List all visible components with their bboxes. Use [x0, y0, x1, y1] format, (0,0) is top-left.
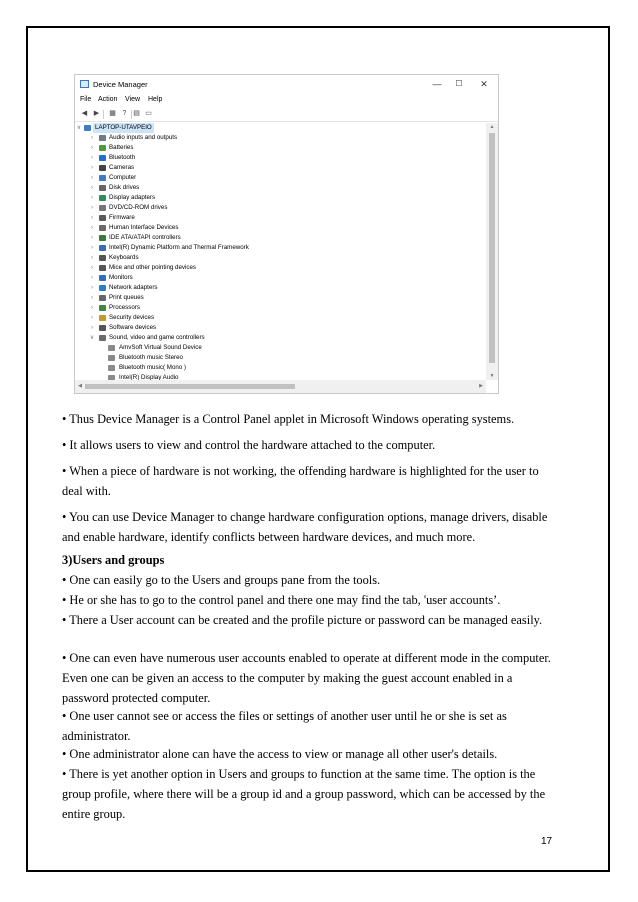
tree-item-label: Keyboards	[109, 254, 139, 261]
scroll-down-icon[interactable]: ▼	[489, 373, 495, 379]
properties-icon[interactable]: ▦	[109, 110, 116, 117]
thermal-framework-icon	[99, 245, 106, 251]
tree-item-label: Intel(R) Dynamic Platform and Thermal Framework	[109, 244, 249, 251]
device-manager-bullet-1: • Thus Device Manager is a Control Panel applet in Microsoft Windows operating systems.	[62, 412, 515, 426]
tree-category[interactable]	[75, 333, 486, 343]
device-manager-window	[74, 74, 499, 394]
menu-action[interactable]: Action	[98, 96, 118, 103]
security-device-icon	[99, 315, 106, 321]
tree-category[interactable]	[75, 153, 486, 163]
users-bullet-4: • One can even have numerous user accounts enabled to operate at different mode in the computer. Even one can be given an access to the computer by making the guest account enabled in a password protected computer.	[62, 651, 551, 705]
users-bullet-2: • He or she has to go to the control panel and there one may find the tab, 'user accounts’.	[62, 593, 501, 607]
display-adapter-icon	[99, 195, 106, 201]
tree-item-label: Bluetooth	[109, 154, 136, 161]
tree-item-label: DVD/CD-ROM drives	[109, 204, 168, 211]
speaker-icon	[99, 135, 106, 141]
chevron-right-icon[interactable]: ›	[91, 235, 93, 241]
tree-category[interactable]	[75, 303, 486, 313]
tree-item-label: Security devices	[109, 314, 155, 321]
chevron-right-icon[interactable]: ›	[91, 225, 93, 231]
maximize-button[interactable]: ☐	[455, 79, 463, 88]
tree-category[interactable]	[75, 193, 486, 203]
tree-item-label: Software devices	[109, 324, 157, 331]
users-bullet-6: • One administrator alone can have the access to view or manage all other user's details.	[62, 747, 498, 761]
tree-item-label: Intel(R) Display Audio	[119, 374, 179, 380]
chevron-right-icon[interactable]: ›	[91, 325, 93, 331]
section-heading: 3)Users and groups	[62, 553, 165, 567]
menu-help[interactable]: Help	[148, 96, 163, 103]
update-driver-icon[interactable]: ▤	[133, 110, 140, 117]
disk-drive-icon	[99, 185, 106, 191]
chevron-right-icon[interactable]: ›	[91, 305, 93, 311]
camera-icon	[99, 165, 106, 171]
tree-category[interactable]	[75, 263, 486, 273]
title-bar	[75, 75, 498, 93]
tree-root[interactable]	[75, 123, 486, 133]
tree-category[interactable]	[75, 183, 486, 193]
menu-bar	[75, 95, 498, 107]
chevron-right-icon[interactable]: ›	[91, 265, 93, 271]
users-bullet-5: • One user cannot see or access the files or settings of another user until he or she is set as administrator.	[62, 709, 507, 743]
sound-device-icon	[108, 345, 115, 351]
hid-icon	[99, 225, 106, 231]
chevron-down-icon[interactable]: ∨	[89, 335, 95, 341]
tree-category[interactable]	[75, 173, 486, 183]
window-title: Device Manager	[93, 80, 148, 89]
tree-item-label: Cameras	[109, 164, 135, 171]
chevron-right-icon[interactable]: ›	[91, 165, 93, 171]
tree-device[interactable]	[75, 363, 486, 373]
page-number: 17	[541, 836, 553, 847]
vertical-scroll-thumb[interactable]	[489, 133, 495, 363]
back-arrow-icon[interactable]: ◀	[81, 110, 88, 117]
tree-category[interactable]	[75, 133, 486, 143]
tree-item-label: Processors	[109, 304, 140, 311]
tree-category[interactable]	[75, 293, 486, 303]
software-device-icon	[99, 325, 106, 331]
tree-category[interactable]	[75, 223, 486, 233]
firmware-icon	[99, 215, 106, 221]
sound-device-icon	[108, 365, 115, 371]
chevron-right-icon[interactable]: ›	[91, 315, 93, 321]
tree-category[interactable]	[75, 213, 486, 223]
tree-item-label: Bluetooth music( Mono )	[119, 364, 187, 371]
tree-category[interactable]	[75, 273, 486, 283]
chevron-right-icon[interactable]: ›	[91, 255, 93, 261]
sound-controller-icon	[99, 335, 106, 341]
tree-device[interactable]	[75, 343, 486, 353]
vertical-scrollbar[interactable]	[486, 123, 498, 380]
chevron-right-icon[interactable]: ›	[91, 195, 93, 201]
chevron-right-icon[interactable]: ›	[91, 185, 93, 191]
bluetooth-icon	[99, 155, 106, 161]
tree-category[interactable]	[75, 233, 486, 243]
tree-category[interactable]	[75, 203, 486, 213]
chevron-down-icon[interactable]: ∨	[76, 125, 82, 131]
users-bullet-3: • There a User account can be created and the profile picture or password can be managed easily.	[62, 613, 543, 627]
tree-item-label: Human Interface Devices	[109, 224, 179, 231]
ide-controller-icon	[99, 235, 106, 241]
device-manager-bullet-4: • You can use Device Manager to change hardware configuration options, manage drivers, disable and enable hardware, identify conflicts between hardware devices, and much more.	[62, 510, 548, 544]
users-bullet-1: • One can easily go to the Users and groups pane from the tools.	[62, 573, 381, 587]
forward-arrow-icon[interactable]: ▶	[93, 110, 100, 117]
printer-icon	[99, 295, 106, 301]
processor-icon	[99, 305, 106, 311]
tree-category[interactable]	[75, 143, 486, 153]
scroll-left-icon[interactable]: ◀	[78, 383, 82, 389]
chevron-right-icon[interactable]: ›	[91, 275, 93, 281]
chevron-right-icon[interactable]: ›	[91, 145, 93, 151]
tree-item-label: Computer	[109, 174, 137, 181]
tree-item-label: Network adapters	[109, 284, 158, 291]
menu-file[interactable]: File	[80, 96, 92, 103]
device-manager-bullet-2: • It allows users to view and control the hardware attached to the computer.	[62, 438, 436, 452]
tree-item-label: Bluetooth music Stereo	[119, 354, 183, 361]
close-button[interactable]: ✕	[480, 79, 488, 89]
chevron-right-icon[interactable]: ›	[91, 285, 93, 291]
tree-category[interactable]	[75, 313, 486, 323]
sound-device-icon	[108, 355, 115, 361]
tree-item-label: Firmware	[109, 214, 135, 221]
menu-view[interactable]: View	[125, 96, 141, 103]
tree-item-label: Audio inputs and outputs	[109, 134, 178, 141]
tree-item-label: Batteries	[109, 144, 134, 151]
horizontal-scrollbar[interactable]	[75, 380, 486, 393]
tree-item-label: Disk drives	[109, 184, 140, 191]
tree-category[interactable]	[75, 163, 486, 173]
dvd-drive-icon	[99, 205, 106, 211]
tree-item-label: Sound, video and game controllers	[109, 334, 205, 341]
device-manager-bullet-3: • When a piece of hardware is not working, the offending hardware is highlighted for the user to deal with.	[62, 464, 539, 498]
tree-item-label: Monitors	[109, 274, 133, 281]
chevron-right-icon[interactable]: ›	[91, 135, 93, 141]
mouse-icon	[99, 265, 106, 271]
tree-category[interactable]	[75, 253, 486, 263]
tree-item-label: Display adapters	[109, 194, 156, 201]
chevron-right-icon[interactable]: ›	[91, 245, 93, 251]
tree-item-label: Mice and other pointing devices	[109, 264, 197, 271]
chevron-right-icon[interactable]: ›	[91, 215, 93, 221]
tree-category[interactable]	[75, 283, 486, 293]
toolbar	[75, 108, 498, 122]
monitor-icon[interactable]: ▭	[145, 110, 152, 117]
scroll-right-icon[interactable]: ▶	[479, 383, 483, 389]
keyboard-icon	[99, 255, 106, 261]
network-adapter-icon	[99, 285, 106, 291]
device-tree	[75, 123, 486, 380]
tree-device[interactable]	[75, 373, 486, 380]
help-icon[interactable]: ?	[122, 110, 127, 117]
tree-item-label: LAPTOP-UTAVPEIO	[95, 124, 152, 131]
tree-item-label: IDE ATA/ATAPI controllers	[109, 234, 181, 241]
tree-category[interactable]	[75, 243, 486, 253]
scroll-up-icon[interactable]: ▲	[489, 124, 495, 130]
chevron-right-icon[interactable]: ›	[91, 155, 93, 161]
device-manager-icon	[80, 80, 89, 88]
tree-item-label: AmvSoft Virtual Sound Device	[119, 344, 202, 351]
battery-icon	[99, 145, 106, 151]
toolbar-separator	[103, 110, 104, 119]
chevron-right-icon[interactable]: ›	[91, 295, 93, 301]
monitor-icon	[99, 275, 106, 281]
tree-device[interactable]	[75, 353, 486, 363]
tree-item-label: Print queues	[109, 294, 144, 301]
minimize-button[interactable]: —	[432, 79, 442, 89]
chevron-right-icon[interactable]: ›	[91, 205, 93, 211]
horizontal-scroll-thumb[interactable]	[85, 384, 295, 389]
computer-icon	[99, 175, 106, 181]
tree-category[interactable]	[75, 323, 486, 333]
users-bullet-7: • There is yet another option in Users and groups to function at the same time. The option is the group profile, where there will be a group id and a group password, which can be accessed by the entire group.	[62, 767, 546, 821]
computer-icon	[84, 125, 91, 131]
chevron-right-icon[interactable]: ›	[91, 175, 93, 181]
